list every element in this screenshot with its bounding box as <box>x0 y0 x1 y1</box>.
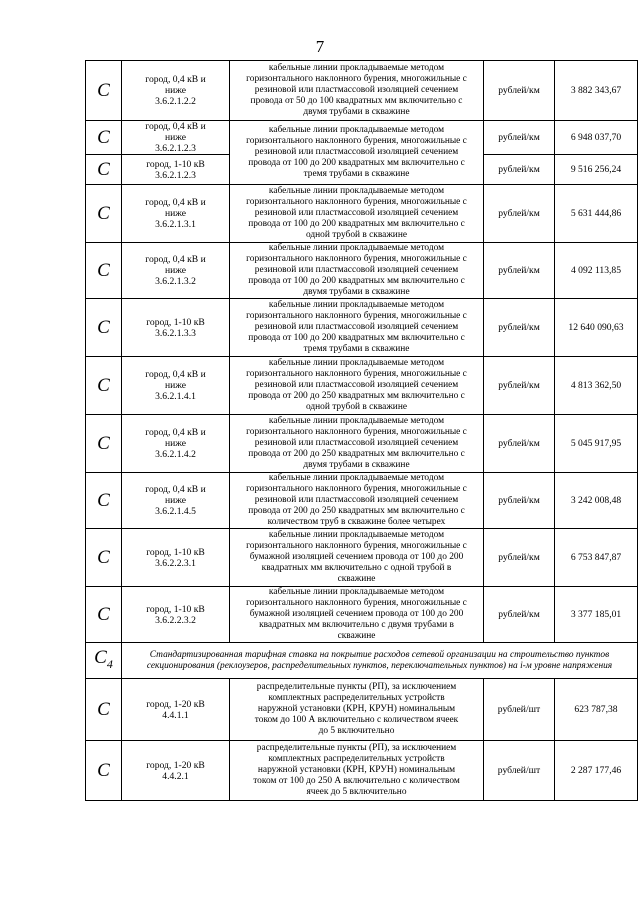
unit-cell: рублей/км <box>484 185 555 243</box>
region-line: 3.6.2.1.3.2 <box>155 276 196 287</box>
table-row <box>86 473 638 529</box>
region-line: ниже <box>164 85 187 96</box>
section-title-line: Стандартизированная тарифная ставка на покрытие расходов сетевой организации на строительство пунктов <box>149 649 610 660</box>
description-line: кабельные линии прокладываемые методом <box>268 300 445 311</box>
region-line: 3.6.2.2.3.2 <box>155 614 196 626</box>
region-line: ниже <box>164 495 187 506</box>
description-line: горизонтального наклонного бурения, многожильные с <box>246 598 467 609</box>
region-cell <box>122 473 230 529</box>
description-line: током от 100 до 250 А включительно с количеством <box>253 775 460 786</box>
description-line: горизонтального наклонного бурения, многожильные с <box>246 541 467 552</box>
value-cell: 3 882 343,67 <box>555 61 638 121</box>
description-cell <box>230 741 484 801</box>
description-line: резиновой или пластмассовой изоляцией сечением <box>254 495 459 506</box>
region-line: город, 1-10 кВ <box>146 316 205 328</box>
description-line: кабельные линии прокладываемые методом <box>268 530 445 541</box>
description-line: скважине <box>337 573 376 584</box>
tariff-symbol: С <box>86 243 122 299</box>
table-row <box>86 529 638 587</box>
unit-cell: рублей/шт <box>484 679 555 741</box>
description-line: горизонтального наклонного бурения, многожильные с <box>246 427 467 438</box>
description-line: комплектных распределительных устройств <box>268 754 445 765</box>
region-cell <box>122 185 230 243</box>
description-line: провода от 50 до 100 квадратных мм включительно с <box>250 95 463 106</box>
unit-cell: рублей/км <box>484 357 555 415</box>
description-line: наружной установки (КРН, КРУН) номинальным <box>257 765 456 776</box>
description-cell <box>230 587 484 643</box>
description-line: скважине <box>337 630 376 641</box>
value-cell: 3 242 008,48 <box>555 473 638 529</box>
unit-cell: рублей/км <box>484 299 555 357</box>
tariff-symbol: С <box>86 299 122 357</box>
section-header-row <box>86 643 638 679</box>
unit-cell: рублей/км <box>484 415 555 473</box>
description-line: комплектных распределительных устройств <box>268 693 445 704</box>
description-line: тремя трубами в скважине <box>303 168 410 179</box>
unit-cell: рублей/км <box>484 587 555 643</box>
value-cell: 2 287 177,46 <box>555 741 638 801</box>
region-line: 3.6.2.1.3.1 <box>155 219 196 230</box>
description-line: двумя трубами в скважине <box>303 459 410 470</box>
value-cell: 6 753 847,87 <box>555 529 638 587</box>
region-line: город, 0,4 кВ и <box>145 197 206 208</box>
region-line: город, 1-10 кВ <box>146 546 205 558</box>
region-line: город, 1-20 кВ <box>146 759 205 771</box>
description-line: горизонтального наклонного бурения, многожильные с <box>246 311 467 322</box>
description-line: провода от 100 до 200 квадратных мм включительно с <box>248 275 465 286</box>
region-cell <box>122 529 230 587</box>
region-cell <box>122 299 230 357</box>
region-cell <box>122 357 230 415</box>
region-line: город, 0,4 кВ и <box>145 74 206 85</box>
description-line: резиновой или пластмассовой изоляцией сечением <box>254 322 459 333</box>
description-line: ячеек до 5 включительно <box>306 786 407 797</box>
description-line: квадратных мм включительно с одной трубой в <box>261 562 452 573</box>
region-line: 3.6.2.1.4.5 <box>155 506 196 517</box>
region-cell <box>122 155 230 185</box>
description-line: горизонтального наклонного бурения, многожильные с <box>246 136 467 147</box>
description-cell <box>230 679 484 741</box>
tariff-symbol: С <box>86 529 122 587</box>
table-row <box>86 243 638 299</box>
tariff-table <box>85 60 638 801</box>
unit-cell: рублей/км <box>484 155 555 185</box>
tariff-symbol: С <box>86 741 122 801</box>
description-line: кабельные линии прокладываемые методом <box>268 243 445 254</box>
description-line: кабельные линии прокладываемые методом <box>268 125 445 136</box>
description-cell <box>230 299 484 357</box>
section-symbol <box>86 643 122 679</box>
description-line: одной трубой в скважине <box>305 401 408 412</box>
description-line: резиновой или пластмассовой изоляцией сечением <box>254 208 459 219</box>
description-line: двумя трубами в скважине <box>303 106 410 117</box>
region-line: город, 0,4 кВ и <box>145 484 206 495</box>
description-cell <box>230 473 484 529</box>
value-cell: 5 631 444,86 <box>555 185 638 243</box>
region-line: 3.6.2.1.2.3 <box>155 143 196 154</box>
table-row <box>86 741 638 801</box>
description-line: провода от 200 до 250 квадратных мм включительно с <box>248 505 465 516</box>
tariff-symbol: С <box>86 61 122 121</box>
description-line: горизонтального наклонного бурения, многожильные с <box>246 484 467 495</box>
value-cell: 4 092 113,85 <box>555 243 638 299</box>
tariff-symbol: С <box>86 121 122 155</box>
description-line: распределительные пункты (РП), за исключением <box>256 743 457 754</box>
description-line: горизонтального наклонного бурения, многожильные с <box>246 369 467 380</box>
table-row <box>86 299 638 357</box>
description-line: количеством труб в скважине более четырех <box>267 516 446 527</box>
unit-cell: рублей/км <box>484 529 555 587</box>
tariff-symbol: С <box>86 679 122 741</box>
region-line: 3.6.2.1.3.3 <box>155 327 196 339</box>
description-cell <box>230 61 484 121</box>
region-line: город, 1-20 кВ <box>146 698 205 710</box>
tariff-symbol: С <box>86 415 122 473</box>
description-line: кабельные линии прокладываемые методом <box>268 63 445 74</box>
region-line: город, 0,4 кВ и <box>145 369 206 380</box>
region-line: ниже <box>164 208 187 219</box>
value-cell: 9 516 256,24 <box>555 155 638 185</box>
table-row <box>86 185 638 243</box>
description-cell <box>230 415 484 473</box>
region-line: город, 1-10 кВ <box>146 158 205 170</box>
description-cell <box>230 185 484 243</box>
description-cell <box>230 357 484 415</box>
value-cell: 5 045 917,95 <box>555 415 638 473</box>
description-line: провода от 200 до 250 квадратных мм включительно с <box>248 390 465 401</box>
description-line: провода от 100 до 200 квадратных мм включительно с <box>248 332 465 343</box>
value-cell: 3 377 185,01 <box>555 587 638 643</box>
region-cell <box>122 587 230 643</box>
description-line: распределительные пункты (РП), за исключением <box>256 682 457 693</box>
description-line: резиновой или пластмассовой изоляцией сечением <box>254 147 459 158</box>
table-row <box>86 61 638 121</box>
section-symbol-subscript: 4 <box>106 656 113 671</box>
description-cell <box>230 121 484 185</box>
region-line: 3.6.2.2.3.1 <box>155 557 196 569</box>
description-line: провода от 100 до 200 квадратных мм включительно с <box>248 157 465 168</box>
description-line: провода от 100 до 200 квадратных мм включительно с <box>248 218 465 229</box>
description-line: кабельные линии прокладываемые методом <box>268 186 445 197</box>
region-cell <box>122 741 230 801</box>
table-row <box>86 415 638 473</box>
description-line: горизонтального наклонного бурения, многожильные с <box>246 74 467 85</box>
table-row <box>86 679 638 741</box>
description-line: резиновой или пластмассовой изоляцией сечением <box>254 380 459 391</box>
description-line: горизонтального наклонного бурения, многожильные с <box>246 197 467 208</box>
region-line: 3.6.2.1.2.3 <box>155 169 196 181</box>
description-line: горизонтального наклонного бурения, многожильные с <box>246 254 467 265</box>
description-line: бумажной изоляцией сечением провода от 100 до 200 <box>249 552 464 563</box>
description-line: квадратных мм включительно с двумя трубами в <box>259 619 454 630</box>
region-line: ниже <box>164 438 187 449</box>
value-cell: 4 813 362,50 <box>555 357 638 415</box>
section-title <box>122 643 638 679</box>
region-cell <box>122 679 230 741</box>
value-cell: 12 640 090,63 <box>555 299 638 357</box>
region-cell <box>122 415 230 473</box>
description-line: кабельные линии прокладываемые методом <box>268 416 445 427</box>
description-line: резиновой или пластмассовой изоляцией сечением <box>254 85 459 96</box>
page-number: 7 <box>315 37 325 56</box>
region-line: ниже <box>164 380 187 391</box>
description-cell <box>230 243 484 299</box>
section-symbol-letter: C <box>94 646 107 668</box>
region-line: город, 1-10 кВ <box>146 603 205 615</box>
description-line: резиновой или пластмассовой изоляцией сечением <box>254 265 459 276</box>
description-cell <box>230 529 484 587</box>
region-line: 3.6.2.1.2.2 <box>155 96 196 107</box>
region-line: ниже <box>164 265 187 276</box>
unit-cell: рублей/км <box>484 473 555 529</box>
description-line: провода от 200 до 250 квадратных мм включительно с <box>248 448 465 459</box>
tariff-symbol: С <box>86 357 122 415</box>
description-line: тремя трубами в скважине <box>303 343 410 354</box>
region-line: город, 0,4 кВ и <box>145 254 206 265</box>
value-cell: 623 787,38 <box>555 679 638 741</box>
region-line: ниже <box>164 132 187 143</box>
region-line: город, 0,4 кВ и <box>145 427 206 438</box>
table-row <box>86 587 638 643</box>
tariff-symbol: С <box>86 587 122 643</box>
description-line: наружной установки (КРН, КРУН) номинальным <box>257 704 456 715</box>
region-line: 3.6.2.1.4.2 <box>155 449 196 460</box>
description-line: током до 100 А включительно с количеством ячеек <box>254 714 459 725</box>
value-cell: 6 948 037,70 <box>555 121 638 155</box>
table-row <box>86 121 638 155</box>
region-cell <box>122 61 230 121</box>
description-line: двумя трубами в скважине <box>303 286 410 297</box>
region-line: 4.4.1.1 <box>162 709 189 721</box>
description-line: бумажной изоляцией сечением провода от 100 до 200 <box>249 609 464 620</box>
tariff-symbol: С <box>86 473 122 529</box>
description-line: резиновой или пластмассовой изоляцией сечением <box>254 438 459 449</box>
unit-cell: рублей/км <box>484 121 555 155</box>
tariff-symbol: С <box>86 155 122 185</box>
region-cell <box>122 121 230 155</box>
section-title-line: секционирования (реклоузеров, распределительных пунктов, переключательных пунктов) на i-м уровне напряжения <box>146 660 613 671</box>
region-line: город, 0,4 кВ и <box>145 121 206 132</box>
unit-cell: рублей/шт <box>484 741 555 801</box>
description-line: кабельные линии прокладываемые методом <box>268 358 445 369</box>
unit-cell: рублей/км <box>484 243 555 299</box>
table-row <box>86 357 638 415</box>
description-line: одной трубой в скважине <box>305 229 408 240</box>
tariff-symbol: С <box>86 185 122 243</box>
region-cell <box>122 243 230 299</box>
unit-cell: рублей/км <box>484 61 555 121</box>
region-line: 4.4.2.1 <box>162 770 189 782</box>
description-line: кабельные линии прокладываемые методом <box>268 473 445 484</box>
region-line: 3.6.2.1.4.1 <box>155 391 196 402</box>
description-line: кабельные линии прокладываемые методом <box>268 587 445 598</box>
description-line: до 5 включительно <box>318 725 395 736</box>
